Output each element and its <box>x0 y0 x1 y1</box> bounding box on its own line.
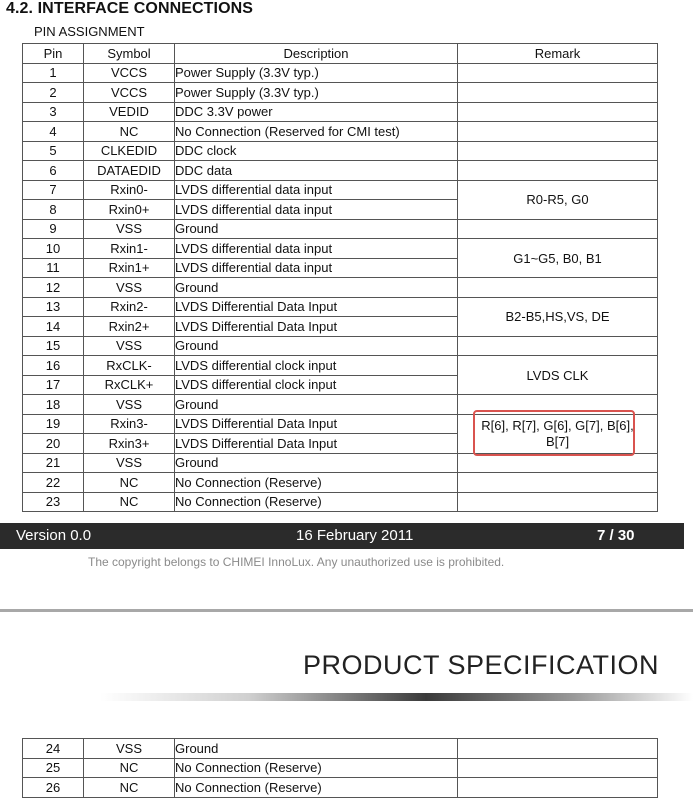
pin-cell: 1 <box>23 63 84 83</box>
pin-cell: 13 <box>23 297 84 317</box>
table-row <box>23 63 658 83</box>
remark-cell <box>458 278 658 298</box>
remark-cell: B2-B5,HS,VS, DE <box>458 297 658 336</box>
description-cell: DDC clock <box>175 141 458 161</box>
pin-cell: 20 <box>23 434 84 454</box>
pin-cell: 21 <box>23 453 84 473</box>
description-cell: No Connection (Reserve) <box>175 473 458 493</box>
symbol-cell: VSS <box>84 739 175 759</box>
table-row <box>23 83 658 103</box>
remark-cell <box>458 758 658 778</box>
symbol-cell: Rxin0- <box>84 180 175 200</box>
description-cell: LVDS Differential Data Input <box>175 297 458 317</box>
symbol-cell: NC <box>84 758 175 778</box>
description-cell: LVDS Differential Data Input <box>175 414 458 434</box>
table-row <box>23 239 658 259</box>
pin-cell: 25 <box>23 758 84 778</box>
remark-cell: G1~G5, B0, B1 <box>458 239 658 278</box>
description-cell: LVDS differential data input <box>175 200 458 220</box>
pin-cell: 8 <box>23 200 84 220</box>
pin-cell: 10 <box>23 239 84 259</box>
symbol-cell: Rxin1- <box>84 239 175 259</box>
pin-cell: 23 <box>23 492 84 512</box>
footer-page-number: 7 / 30 <box>597 527 635 544</box>
symbol-cell: Rxin0+ <box>84 200 175 220</box>
symbol-cell: VSS <box>84 453 175 473</box>
remark-cell: R[6], R[7], G[6], G[7], B[6], B[7] <box>458 414 658 453</box>
remark-cell <box>458 83 658 103</box>
table-row <box>23 297 658 317</box>
symbol-cell: VSS <box>84 219 175 239</box>
section-title: 4.2. INTERFACE CONNECTIONS <box>6 0 254 17</box>
header-remark: Remark <box>458 44 658 64</box>
remark-cell <box>458 102 658 122</box>
description-cell: No Connection (Reserved for CMI test) <box>175 122 458 142</box>
table-row <box>23 739 658 759</box>
description-cell: No Connection (Reserve) <box>175 778 458 798</box>
table-row <box>23 473 658 493</box>
table-row <box>23 161 658 181</box>
pin-cell: 5 <box>23 141 84 161</box>
description-cell: DDC data <box>175 161 458 181</box>
symbol-cell: Rxin3+ <box>84 434 175 454</box>
description-cell: Ground <box>175 395 458 415</box>
remark-cell <box>458 492 658 512</box>
symbol-cell: VEDID <box>84 102 175 122</box>
remark-cell <box>458 336 658 356</box>
pin-cell: 17 <box>23 375 84 395</box>
symbol-cell: Rxin2+ <box>84 317 175 337</box>
description-cell: LVDS differential clock input <box>175 356 458 376</box>
symbol-cell: VSS <box>84 395 175 415</box>
remark-cell <box>458 219 658 239</box>
symbol-cell: RxCLK+ <box>84 375 175 395</box>
description-cell: Ground <box>175 278 458 298</box>
symbol-cell: Rxin2- <box>84 297 175 317</box>
pin-cell: 12 <box>23 278 84 298</box>
header-symbol: Symbol <box>84 44 175 64</box>
description-cell: Ground <box>175 739 458 759</box>
remark-cell <box>458 739 658 759</box>
symbol-cell: NC <box>84 492 175 512</box>
description-cell: No Connection (Reserve) <box>175 758 458 778</box>
remark-cell <box>458 473 658 493</box>
symbol-cell: Rxin1+ <box>84 258 175 278</box>
pin-cell: 2 <box>23 83 84 103</box>
symbol-cell: NC <box>84 473 175 493</box>
remark-cell <box>458 161 658 181</box>
pin-cell: 18 <box>23 395 84 415</box>
header-gradient-rule <box>100 693 693 701</box>
description-cell: LVDS differential data input <box>175 180 458 200</box>
pin-cell: 16 <box>23 356 84 376</box>
remark-cell <box>458 778 658 798</box>
symbol-cell: VSS <box>84 278 175 298</box>
symbol-cell: VCCS <box>84 63 175 83</box>
remark-cell: LVDS CLK <box>458 356 658 395</box>
description-cell: DDC 3.3V power <box>175 102 458 122</box>
description-cell: LVDS Differential Data Input <box>175 434 458 454</box>
description-cell: Ground <box>175 219 458 239</box>
description-cell: Ground <box>175 336 458 356</box>
table-row <box>23 122 658 142</box>
table-row <box>23 778 658 798</box>
description-cell: LVDS Differential Data Input <box>175 317 458 337</box>
table-row <box>23 102 658 122</box>
table-row <box>23 278 658 298</box>
table-row <box>23 141 658 161</box>
symbol-cell: VSS <box>84 336 175 356</box>
pin-cell: 4 <box>23 122 84 142</box>
header-pin: Pin <box>23 44 84 64</box>
pin-cell: 15 <box>23 336 84 356</box>
symbol-cell: VCCS <box>84 83 175 103</box>
pin-cell: 26 <box>23 778 84 798</box>
description-cell: LVDS differential data input <box>175 239 458 259</box>
symbol-cell: RxCLK- <box>84 356 175 376</box>
pin-cell: 3 <box>23 102 84 122</box>
footer-version: Version 0.0 <box>16 527 92 544</box>
header-description: Description <box>175 44 458 64</box>
remark-cell <box>458 63 658 83</box>
description-cell: Ground <box>175 453 458 473</box>
table-row <box>23 758 658 778</box>
product-spec-title: PRODUCT SPECIFICATION <box>303 650 660 680</box>
pin-cell: 9 <box>23 219 84 239</box>
pin-cell: 11 <box>23 258 84 278</box>
pin-assignment-table-continued <box>22 738 658 798</box>
description-cell: LVDS differential clock input <box>175 375 458 395</box>
pin-cell: 6 <box>23 161 84 181</box>
remark-cell: R0-R5, G0 <box>458 180 658 219</box>
pin-cell: 7 <box>23 180 84 200</box>
table-header-row <box>23 44 658 64</box>
page-divider <box>0 609 693 612</box>
pin-cell: 14 <box>23 317 84 337</box>
table-row <box>23 219 658 239</box>
description-cell: Power Supply (3.3V typ.) <box>175 83 458 103</box>
description-cell: No Connection (Reserve) <box>175 492 458 512</box>
sub-title: PIN ASSIGNMENT <box>34 24 145 39</box>
symbol-cell: NC <box>84 778 175 798</box>
footer-date: 16 February 2011 <box>296 527 414 544</box>
highlight-box <box>473 410 635 456</box>
pin-cell: 24 <box>23 739 84 759</box>
description-cell: LVDS differential data input <box>175 258 458 278</box>
footer-bar <box>0 523 684 549</box>
symbol-cell: Rxin3- <box>84 414 175 434</box>
copyright-notice: The copyright belongs to CHIMEI InnoLux. Any unauthorized use is prohibited. <box>88 555 505 569</box>
remark-cell <box>458 122 658 142</box>
remark-cell <box>458 141 658 161</box>
table-row <box>23 336 658 356</box>
pin-cell: 22 <box>23 473 84 493</box>
symbol-cell: DATAEDID <box>84 161 175 181</box>
pin-cell: 19 <box>23 414 84 434</box>
table-row <box>23 356 658 376</box>
symbol-cell: CLKEDID <box>84 141 175 161</box>
symbol-cell: NC <box>84 122 175 142</box>
table-row <box>23 180 658 200</box>
table-row <box>23 492 658 512</box>
description-cell: Power Supply (3.3V typ.) <box>175 63 458 83</box>
